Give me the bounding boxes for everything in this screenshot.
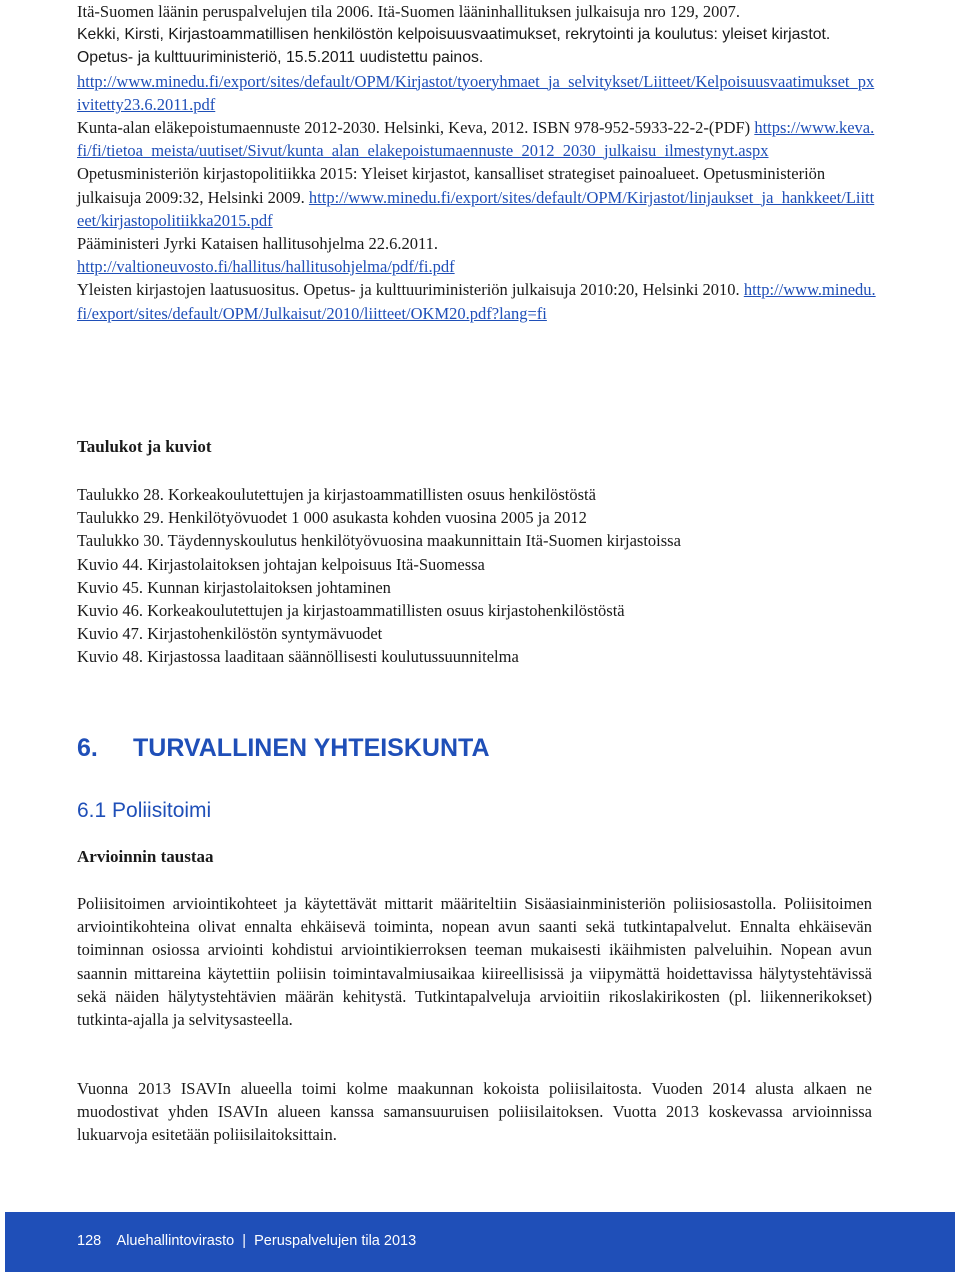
toc-item: Taulukko 29. Henkilötyövuodet 1 000 asukasta kohden vuosina 2005 ja 2012 xyxy=(77,508,587,528)
reference-text: Itä-Suomen läänin peruspalvelujen tila 2006. Itä-Suomen lääninhallituksen julkaisuja nro 129, 2007. xyxy=(77,2,741,21)
chapter-number: 6. xyxy=(77,734,98,762)
reference-entry xyxy=(77,116,877,162)
reference-link[interactable]: http://www.minedu.fi/export/sites/default/OPM/Kirjastot/linjaukset_ja_hankkeet/Liitteet/kirjastopolitiikka2015.pdf xyxy=(77,187,875,230)
reference-link[interactable]: http://valtioneuvosto.fi/hallitus/hallitusohjelma/pdf/fi.pdf xyxy=(77,257,455,277)
reference-entry xyxy=(77,162,877,232)
reference-text: Opetusministeriön kirjastopolitiikka 2015: Yleiset kirjastot, kansalliset strategiset painoalueet. Opetusministeriön julkaisuja 2009:32, Helsinki 2009. xyxy=(77,164,826,207)
toc-item: Kuvio 46. Korkeakoulutettujen ja kirjastoammatillisten osuus kirjastohenkilöstöstä xyxy=(77,601,625,621)
footer-text xyxy=(77,1233,416,1249)
reference-entry xyxy=(77,23,877,69)
reference-text: Kekki, Kirsti, Kirjastoammatillisen henkilöstön kelpoisuusvaatimukset, rekrytointi ja koulutus: yleiset kirjastot. Opetus- ja kulttuuriministeriö, 15.5.2011 uudistettu painos. xyxy=(77,26,831,67)
footer-publication: Peruspalvelujen tila 2013 xyxy=(254,1233,417,1249)
body-paragraph: Vuonna 2013 ISAVIn alueella toimi kolme maakunnan kokoista poliisilaitosta. Vuoden 2014 alusta alkaen ne muodostivat yhden ISAVIn alueen kanssa samansuuruisen poliisilaitoksen. Vuotta 2013 koskevassa arvioinnissa lukuarvoja esitetään poliisilaitoksittain. xyxy=(77,1079,872,1145)
reference-text: Yleisten kirjastojen laatusuositus. Opetus- ja kulttuuriministeriön julkaisuja 2010:20, Helsinki 2010. xyxy=(77,280,740,300)
reference-text: Kunta-alan eläkepoistumaennuste 2012-2030. Helsinki, Keva, 2012. ISBN 978-952-5933-22-2-(PDF) xyxy=(77,118,751,138)
reference-link[interactable]: http://www.minedu.fi/export/sites/default/OPM/Julkaisut/2010/liitteet/OKM20.pdf?lang=fi xyxy=(77,280,876,323)
page-number: 128 xyxy=(77,1233,102,1249)
reference-text: Pääministeri Jyrki Kataisen hallitusohjelma 22.6.2011. xyxy=(77,234,438,254)
footer-separator: | xyxy=(242,1233,247,1249)
chapter-heading xyxy=(77,734,490,763)
toc-item: Kuvio 48. Kirjastossa laaditaan säännöllisesti koulutussuunnitelma xyxy=(77,647,519,667)
reference-link[interactable]: https://www.keva.fi/fi/tietoa_meista/uutiset/Sivut/kunta_alan_elakepoistumaennuste_2012_2030_julkaisu_ilmestynyt.aspx xyxy=(77,118,875,161)
toc-item: Kuvio 45. Kunnan kirjastolaitoksen johtaminen xyxy=(77,577,391,597)
figures-tables-list xyxy=(77,483,681,669)
reference-entry xyxy=(77,0,877,23)
reference-link[interactable]: http://www.minedu.fi/export/sites/default/OPM/Kirjastot/tyoeryhmaet_ja_selvitykset/Liitteet/Kelpoisuusvaatimukset_pxivitetty23.6.2011.pdf xyxy=(77,71,875,114)
reference-list xyxy=(77,0,877,325)
figures-tables-heading: Taulukot ja kuviot xyxy=(77,437,212,456)
footer-publisher: Aluehallintovirasto xyxy=(116,1233,235,1249)
toc-item: Kuvio 47. Kirjastohenkilöstön syntymävuodet xyxy=(77,624,383,644)
reference-entry xyxy=(77,278,877,324)
page-footer xyxy=(5,1212,955,1272)
reference-entry xyxy=(77,70,877,116)
toc-item: Kuvio 44. Kirjastolaitoksen johtajan kelpoisuus Itä-Suomessa xyxy=(77,554,485,574)
chapter-title: TURVALLINEN YHTEISKUNTA xyxy=(133,734,490,762)
body-paragraph: Poliisitoimen arviointikohteet ja käytettävät mittarit määriteltiin Sisäasiainministeriön poliisiosastolla. Poliisitoimen arviointikohteina olivat ennalta ehkäisevä toiminta, nopean avun saanti sekä tutkintapalvelut. Ennalta ehkäisevän toiminnan osiossa arviointi kohdistui arviointikierroksen teeman mukaisesti ikäihmisten palveluihin. Nopean avun saannin mittareina käytettiin poliisin toimintavalmiusaikaa kiireellisissä ja viipymättä hoidettavissa hälytystehtävissä sekä näiden hälytystehtävien määrän kehitystä. Tutkintapalveluja arvioitiin rikoslakirikosten (pl. liikennerikokset) tutkinta-ajalla ja selvitysasteella. xyxy=(77,894,872,1030)
section-heading: 6.1 Poliisitoimi xyxy=(77,799,212,822)
subsection-heading: Arvioinnin taustaa xyxy=(77,847,214,866)
toc-item: Taulukko 28. Korkeakoulutettujen ja kirjastoammatillisten osuus henkilöstöstä xyxy=(77,485,596,504)
reference-entry xyxy=(77,232,877,278)
toc-item: Taulukko 30. Täydennyskoulutus henkilötyövuosina maakunnittain Itä-Suomen kirjastoissa xyxy=(77,531,681,551)
